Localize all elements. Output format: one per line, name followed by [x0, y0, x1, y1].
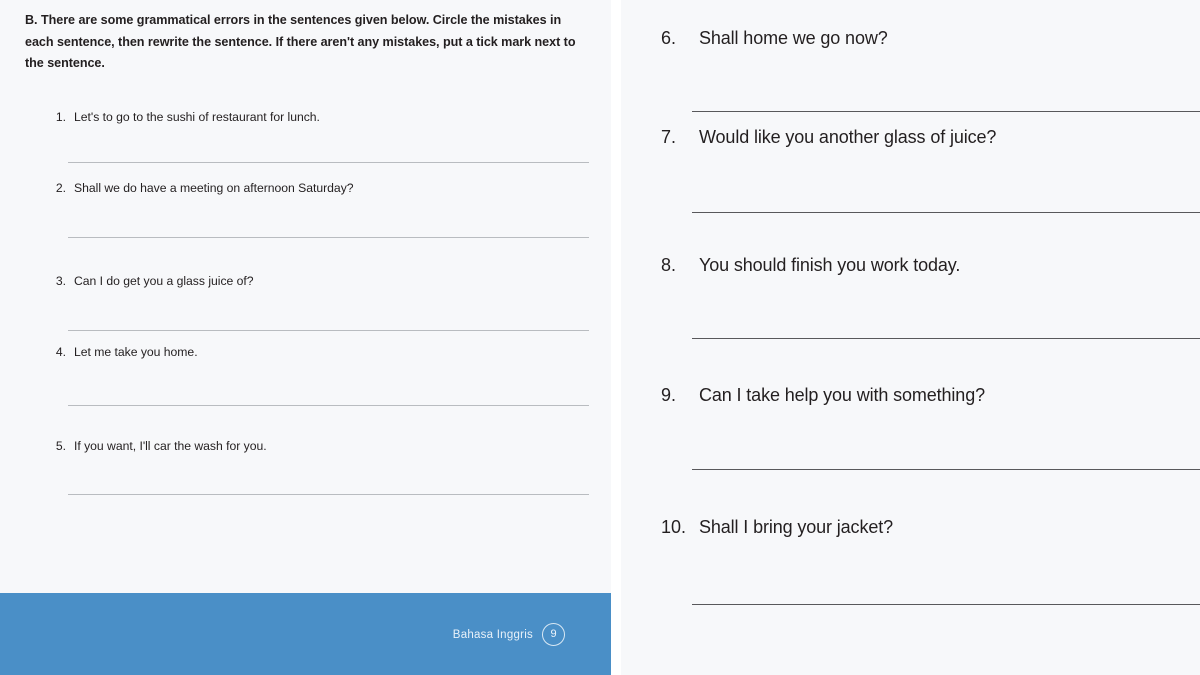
page-footer-bar [0, 593, 611, 675]
question-sentence: Let's to go to the sushi of restaurant for lunch. [74, 110, 320, 124]
answer-line[interactable] [692, 469, 1200, 470]
question-number: 4. [55, 345, 66, 359]
question-sentence: Would like you another glass of juice? [699, 127, 997, 147]
question-number: 1. [55, 110, 66, 124]
page-gutter [611, 0, 621, 675]
footer-content [453, 623, 565, 646]
question-sentence: You should finish you work today. [699, 255, 961, 275]
question-number: 5. [55, 439, 66, 453]
task-letter: B. [25, 13, 38, 27]
question-number: 6. [661, 28, 677, 48]
answer-line[interactable] [68, 162, 589, 163]
answer-line[interactable] [68, 494, 589, 495]
question-sentence: Shall home we go now? [699, 28, 888, 48]
answer-line[interactable] [68, 237, 589, 238]
question-number: 2. [55, 181, 66, 195]
question-number: 10. [661, 517, 687, 537]
answer-line[interactable] [692, 338, 1200, 339]
answer-line[interactable] [692, 212, 1200, 213]
footer-subject-label: Bahasa Inggris [452, 628, 533, 641]
right-question-list [621, 0, 1200, 675]
question-sentence: If you want, I'll car the wash for you. [74, 439, 267, 453]
question-number: 3. [55, 274, 66, 288]
question-sentence: Shall we do have a meeting on afternoon Saturday? [74, 181, 354, 195]
answer-line[interactable] [68, 405, 589, 406]
question-number: 8. [661, 255, 677, 275]
question-number: 7. [661, 127, 677, 147]
question-sentence: Can I take help you with something? [699, 385, 985, 405]
answer-line[interactable] [68, 330, 589, 331]
right-page-panel [621, 0, 1200, 675]
question-sentence: Can I do get you a glass juice of? [74, 274, 254, 288]
question-number: 9. [661, 385, 677, 405]
page-number-badge: 9 [542, 623, 565, 646]
answer-line[interactable] [692, 111, 1200, 112]
question-sentence: Let me take you home. [74, 345, 198, 359]
question-sentence: Shall I bring your jacket? [699, 517, 893, 537]
task-instruction-text: There are some grammatical errors in the sentences given below. Circle the mistakes in each sentence, then rewrite the sentence. If there aren't any mistakes, put a tick mark next to the sentence. [25, 13, 576, 71]
answer-line[interactable] [692, 604, 1200, 605]
left-question-list [0, 0, 611, 593]
